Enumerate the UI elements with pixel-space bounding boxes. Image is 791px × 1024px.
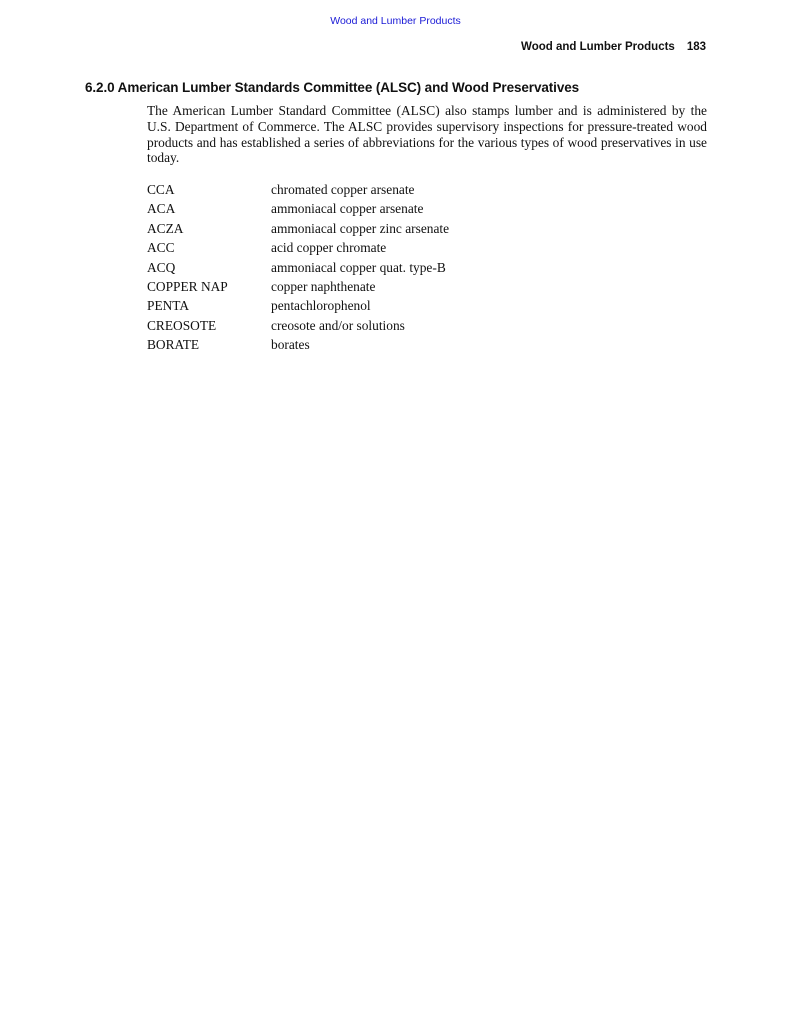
running-header-title: Wood and Lumber Products [521, 41, 675, 53]
abbreviation-row [147, 296, 449, 315]
abbreviation-code: ACC [147, 240, 175, 256]
abbreviation-meaning: acid copper chromate [271, 240, 387, 256]
running-header [521, 41, 706, 53]
abbreviation-row [147, 199, 449, 218]
abbreviation-meaning: ammoniacal copper arsenate [271, 201, 424, 217]
abbreviation-code: BORATE [147, 337, 200, 353]
abbreviation-row [147, 180, 449, 199]
abbreviation-code: PENTA [147, 298, 190, 314]
abbreviation-meaning: ammoniacal copper zinc arsenate [271, 220, 450, 236]
abbreviation-row [147, 335, 449, 354]
abbreviation-code: COPPER NAP [147, 278, 228, 294]
abbreviation-row [147, 316, 449, 335]
abbreviation-code: ACA [147, 201, 176, 217]
abbreviation-row [147, 238, 449, 257]
abbreviation-row [147, 219, 449, 238]
body-paragraph: The American Lumber Standard Committee (ALSC) also stamps lumber and is administered by the U.S. Department of Commerce. The ALSC provides supervisory inspections for pressure-treated wood products and has established a series of abbreviations for the various types of wood preservatives in use today. [147, 103, 707, 166]
section-heading: 6.2.0 American Lumber Standards Committee (ALSC) and Wood Preservatives [85, 80, 580, 95]
abbreviation-meaning: creosote and/or solutions [271, 317, 405, 333]
page-number: 183 [686, 41, 706, 53]
abbreviation-code: CREOSOTE [147, 317, 217, 333]
abbreviation-meaning: copper naphthenate [271, 278, 376, 294]
abbreviation-meaning: pentachlorophenol [271, 298, 371, 314]
abbreviation-list [147, 180, 449, 355]
top-header-link[interactable]: Wood and Lumber Products [330, 15, 461, 27]
abbreviation-meaning: chromated copper arsenate [271, 182, 415, 197]
abbreviation-row [147, 277, 449, 296]
abbreviation-row [147, 258, 449, 277]
abbreviation-meaning: ammoniacal copper quat. type-B [271, 259, 446, 275]
abbreviation-code: ACQ [147, 259, 176, 275]
abbreviation-code: CCA [147, 182, 175, 197]
abbreviation-code: ACZA [147, 220, 184, 236]
abbreviation-meaning: borates [271, 337, 310, 353]
